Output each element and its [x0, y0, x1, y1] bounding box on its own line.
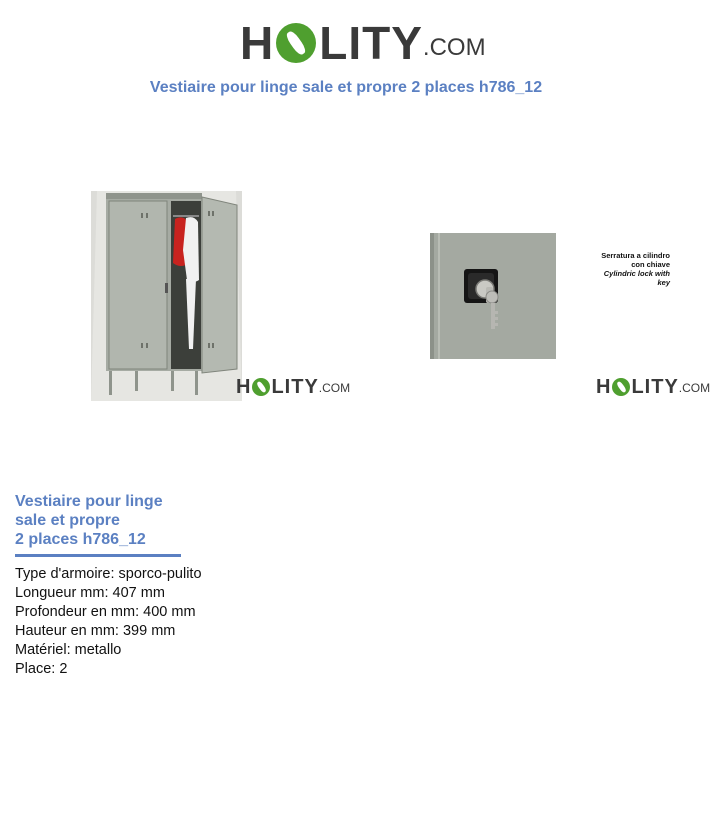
spec-cabinet-type: Type d'armoire: sporco-pulito [15, 566, 202, 582]
page-title: Vestiaire pour linge sale et propre 2 places h786_12 [149, 79, 543, 96]
spec-length: Longueur mm: 407 mm [15, 585, 165, 601]
logo-text-suffix: LITY [319, 17, 423, 69]
holity-watermark-logo [596, 373, 710, 397]
logo-domain: .COM [318, 381, 351, 395]
lock-caption [590, 251, 670, 287]
holity-logo[interactable] [240, 10, 486, 69]
logo-text-prefix: H [596, 376, 612, 398]
subtitle-line: Vestiaire pour linge [15, 493, 163, 510]
spec-material: Matériel: metallo [15, 642, 122, 658]
subtitle-divider [15, 554, 181, 557]
lock-caption-en-1: Cylindric lock with [603, 269, 670, 278]
logo-domain: .COM [678, 381, 711, 395]
holity-watermark-logo [236, 373, 350, 397]
lock-caption-en-2: key [657, 278, 670, 287]
lock-caption-it-2: con chiave [631, 260, 670, 269]
cylinder-lock-image[interactable] [430, 233, 556, 359]
spec-depth: Profondeur en mm: 400 mm [15, 604, 196, 620]
cabinet-product-image[interactable] [91, 191, 242, 401]
spec-list [15, 565, 202, 679]
product-subtitle [15, 492, 215, 549]
logo-o-mark-icon [612, 378, 630, 396]
logo-o-mark-icon [276, 23, 316, 63]
logo-o-mark-icon [252, 378, 270, 396]
spec-height: Hauteur en mm: 399 mm [15, 623, 176, 639]
logo-text-prefix: H [236, 376, 252, 398]
lock-caption-it-1: Serratura a cilindro [601, 251, 670, 260]
spec-places: Place: 2 [15, 661, 68, 677]
subtitle-line: 2 places h786_12 [15, 531, 146, 548]
logo-domain: .COM [422, 34, 486, 61]
logo-text-suffix: LITY [631, 376, 679, 398]
logo-text-prefix: H [240, 17, 275, 69]
subtitle-line: sale et propre [15, 512, 120, 529]
logo-text-suffix: LITY [271, 376, 319, 398]
